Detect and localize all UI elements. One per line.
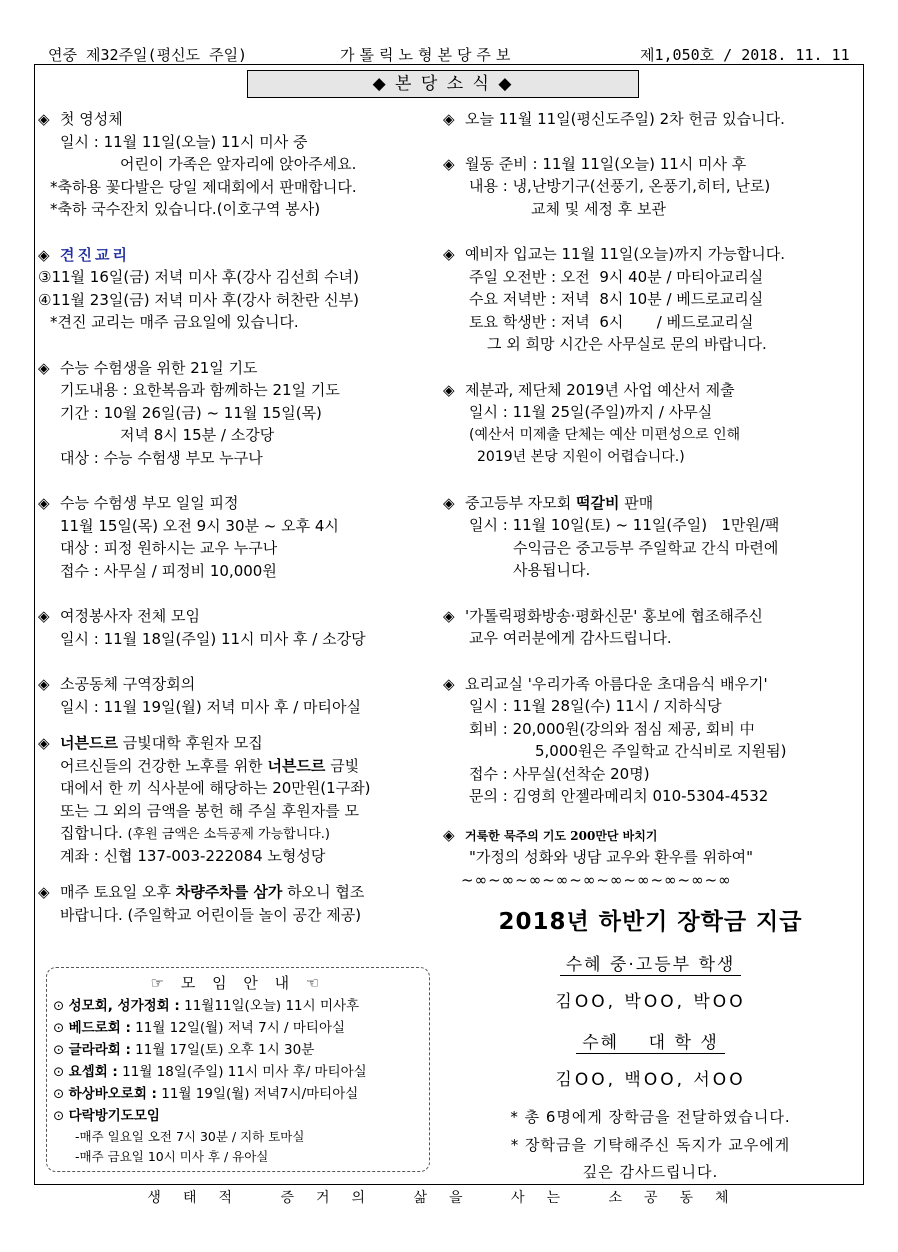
notice-line: 그 외 희망 시간은 사무실로 문의 바랍니다. [487,335,767,353]
notice-line: 주일 오전반 : 오전 9시 40분 / 마티아교리실 [469,267,764,286]
meeting-time: 11월 12일(월) 저녁 7시 / 마티아실 [130,1020,346,1036]
notice-line: 대상 : 수능 수험생 부모 누구나 [60,448,263,467]
section-banner: ◆ 본 당 소 식 ◆ [247,70,639,98]
notice-line: 5,000원은 주일학교 간식비로 지원됨) [535,742,787,760]
notice-title: 수능 수험생을 위한 21일 기도 [60,358,258,377]
diamond-bullet-icon: ◈ [443,674,455,693]
confirmation-class-notice [38,244,430,334]
notice-line: 금빛 [325,756,360,775]
notice-line: 저녁 8시 15분 / 소강당 [120,426,275,444]
diamond-bullet-icon: ◈ [38,607,50,625]
notice-line: 수익금은 중고등부 주일학교 간식 마련에 [513,538,779,557]
meeting-item [53,1083,423,1105]
notice-line: 또는 그 외의 금액을 봉헌 해 주실 후원자를 모 [60,801,359,820]
meeting-guide-title: ☞ 모 임 안 내 ☜ [150,974,326,992]
notice-line: 기간 : 10월 26일(금) ~ 11월 15일(목) [60,403,322,422]
notice-title: 여정봉사자 전체 모임 [60,607,200,625]
group-secondary-names: 김OO, 박OO, 박OO [555,992,746,1012]
notice-title: 예비자 입교는 11월 11일(오늘)까지 가능합니다. [465,245,786,263]
meeting-name: 베드로회 : [68,1020,131,1036]
notice-title: 제분과, 제단체 2019년 사업 예산서 제출 [465,380,735,399]
diamond-bullet-icon: ◈ [38,494,50,512]
meeting-name: 요셉회 : [68,1064,118,1080]
right-column [443,108,858,891]
account-info: 계좌 : 신협 137-003-222084 노형성당 [60,846,326,865]
volunteer-meeting-notice [38,605,430,650]
notice-line: 교우 여러분에게 감사드립니다. [469,629,672,647]
meeting-time: 11월 18일(주일) 11시 미사 후/ 마티아실 [117,1064,367,1080]
notice-line: 하오니 협조 [282,883,365,901]
notice-line: 바랍니다. (주일학교 어린이들 놀이 공간 제공) [60,905,362,924]
notice-title-highlight: 너븐드르 [60,734,118,752]
diamond-bullet-icon: ◈ [38,245,50,264]
notice-highlight: 떡갈비 [575,493,620,512]
meeting-subitem: -매주 금요일 10시 미사 후 / 유아실 [75,1149,269,1164]
notice-title: 소공동체 구역장회의 [60,675,196,693]
budget-submission-notice [443,379,858,469]
district-leader-meeting-notice [38,673,430,718]
rosary-prayer-notice [443,824,858,892]
diamond-bullet-icon: ◈ [443,606,455,625]
notice-line: *축하 국수잔치 있습니다.(이호구역 봉사) [50,200,321,218]
notice-line: *축하용 꽃다발은 당일 제대회에서 판매합니다. [50,177,357,196]
diamond-bullet-icon: ◈ [38,734,50,752]
diamond-bullet-icon: ◈ [443,110,455,128]
header-title: 가톨릭노형본당주보 [340,46,516,64]
circle-dot-icon: ⊙ [53,998,65,1014]
notice-line: 토요 학생반 : 저녁 6시 / 베드로교리실 [469,312,754,331]
notice-title: 금빛대학 후원자 모집 [117,734,263,752]
notice-line: 접수 : 사무실 / 피정비 10,000원 [60,561,277,580]
meeting-item [53,1039,423,1061]
notice-line: ④11월 23일(금) 저녁 미사 후(강사 허찬란 신부) [38,290,359,309]
notice-title: 월동 준비 : 11월 11일(오늘) 11시 미사 후 [465,154,747,173]
notice-line: 문의 : 김영희 안젤라메리치 010-5304-4532 [469,787,769,805]
notice-highlight: 차량주차를 삼가 [175,883,283,901]
notice-line: *견진 교리는 매주 금요일에 있습니다. [50,313,299,331]
notice-line: 대상 : 피정 원하시는 교우 누구나 [60,539,278,557]
scholarship-note: * 장학금을 기탁해주신 독지가 교우에게 [510,1136,791,1154]
meeting-time: 11월 19일(월) 저녁7시/마티아실 [156,1086,359,1102]
group-university: 수혜 대 학 생 [576,1028,725,1054]
golden-university-sponsor-notice [38,732,430,867]
notice-line: 일시 : 11월 19일(월) 저녁 미사 후 / 마티아실 [60,697,361,716]
second-collection-notice [443,108,858,131]
scholarship-note: 깊은 감사드립니다. [582,1163,719,1181]
notice-line: 회비 : 20,000원(강의와 점심 제공, 회비 中 [469,719,755,738]
notice-title: 중고등부 자모회 [465,493,576,512]
meeting-subitem: -매주 일요일 오전 7시 30분 / 지하 토마실 [75,1129,305,1144]
winter-prep-notice [443,153,858,221]
meeting-item [53,995,423,1017]
notice-title: 견진교리 [60,245,130,264]
circle-dot-icon: ⊙ [53,1042,65,1058]
notice-line: 어르신들의 건강한 노후를 위한 [60,756,268,775]
meeting-name: 글라라회 : [68,1042,131,1058]
circle-dot-icon: ⊙ [53,1086,65,1102]
header-sunday: 연중 제32주일(평신도 주일) [48,46,248,64]
notice-line: ③11월 16일(금) 저녁 미사 후(강사 김선희 수녀) [38,268,359,286]
notice-line: 11월 15일(목) 오전 9시 30분 ~ 오후 4시 [60,516,339,535]
header-issue: 제1,050호 / 2018. 11. 11 [640,46,850,64]
parent-retreat-notice [38,492,430,582]
rice-cake-sale-notice [443,492,858,582]
notice-title: 거룩한 묵주의 기도 200만단 바치기 [465,828,658,843]
first-communion-notice [38,108,430,221]
meeting-name: 성모회, 성가정회 : [68,998,180,1014]
notice-line: 일시 : 11월 28일(수) 11시 / 지하식당 [469,697,722,715]
notice-line: 수요 저녁반 : 저녁 8시 10분 / 베드로교리실 [469,290,764,308]
notice-line: 접수 : 사무실(선착순 20명) [469,764,650,783]
scholarship-heading: 2018년 하반기 장학금 지급 [498,909,803,935]
notice-title: 수능 수험생 부모 일일 피정 [60,494,239,512]
circle-dot-icon: ⊙ [53,1064,65,1080]
notice-line: 일시 : 11월 25일(주일)까지 / 사무실 [469,403,713,421]
exam-prayer-notice [38,357,430,470]
diamond-bullet-icon: ◈ [38,675,50,693]
meeting-item [53,1061,423,1083]
scholarship-note: * 총 6명에게 장학금을 전달하였습니다. [510,1108,791,1126]
notice-title: '가톨릭평화방송·평화신문' 홍보에 협조해주신 [465,606,763,625]
circle-dot-icon: ⊙ [53,1108,65,1124]
notice-line: (예산서 미제출 단체는 예산 미편성으로 인해 [469,426,741,443]
group-secondary: 수혜 중·고등부 학생 [560,950,742,976]
catechumen-notice [443,243,858,356]
diamond-bullet-icon: ◈ [38,110,50,128]
meeting-name: 하상바오로회 : [68,1086,157,1102]
diamond-bullet-icon: ◈ [443,493,455,512]
notice-line: 일시 : 11월 10일(토) ~ 11일(주일) 1만원/팩 [469,516,780,534]
catholic-media-thanks-notice [443,605,858,650]
left-column [38,108,430,926]
notice-title: 오늘 11월 11일(평신도주일) 2차 헌금 있습니다. [465,110,785,128]
meeting-item [53,1105,423,1127]
diamond-bullet-icon: ◈ [443,825,455,844]
meeting-time: 11월11일(오늘) 11시 미사후 [179,998,360,1014]
notice-line: 교체 및 세정 후 보관 [531,199,666,218]
notice-line: 내용 : 냉,난방기구(선풍기, 온풍기,히터, 난로) [469,177,771,195]
diamond-bullet-icon: ◈ [38,358,50,377]
diamond-bullet-icon: ◈ [443,245,455,263]
group-university-names: 김OO, 백OO, 서OO [555,1070,746,1090]
meeting-name: 다락방기도모임 [68,1108,160,1124]
diamond-bullet-icon: ◈ [443,154,455,173]
prayer-intention: "가정의 성화와 냉담 교우와 환우를 위하여" [469,848,753,866]
meeting-guide-box [46,967,430,1172]
cooking-class-notice [443,673,858,808]
notice-title: 요리교실 '우리가족 아름다운 초대음식 배우기' [465,674,768,693]
notice-highlight: 너븐드르 [267,756,326,775]
notice-line: 사용됩니다. [513,561,591,579]
notice-title: 판매 [619,493,654,512]
notice-line: 일시 : 11월 11일(오늘) 11시 미사 중 [60,132,308,151]
parking-notice [38,881,430,926]
diamond-bullet-icon: ◈ [443,380,455,399]
notice-line: 어린이 가족은 앞자리에 앉아주세요. [120,155,357,173]
notice-title: 첫 영성체 [60,110,123,128]
circle-dot-icon: ⊙ [53,1020,65,1036]
footer-motto: 생태적 증거의 삶을 사는 소공동체 [34,1184,864,1207]
notice-line: 집합니다. [60,824,123,842]
tax-note: (후원 금액은 소득공제 가능합니다.) [127,827,331,842]
meeting-time: 11월 17일(토) 오후 1시 30분 [130,1042,315,1058]
notice-line: 매주 토요일 오후 [60,883,176,901]
notice-line: 일시 : 11월 18일(주일) 11시 미사 후 / 소강당 [60,629,366,648]
meeting-item [53,1017,423,1039]
diamond-bullet-icon: ◈ [38,883,50,901]
notice-line: 2019년 본당 지원이 어렵습니다.) [477,449,685,465]
wave-divider: ~∞~∞~∞~∞~∞~∞~∞~∞~∞~∞ [461,870,732,889]
notice-line: 기도내용 : 요한복음과 함께하는 21일 기도 [60,381,340,399]
notice-line: 대에서 한 끼 식사분에 해당하는 20만원(1구좌) [60,779,371,797]
